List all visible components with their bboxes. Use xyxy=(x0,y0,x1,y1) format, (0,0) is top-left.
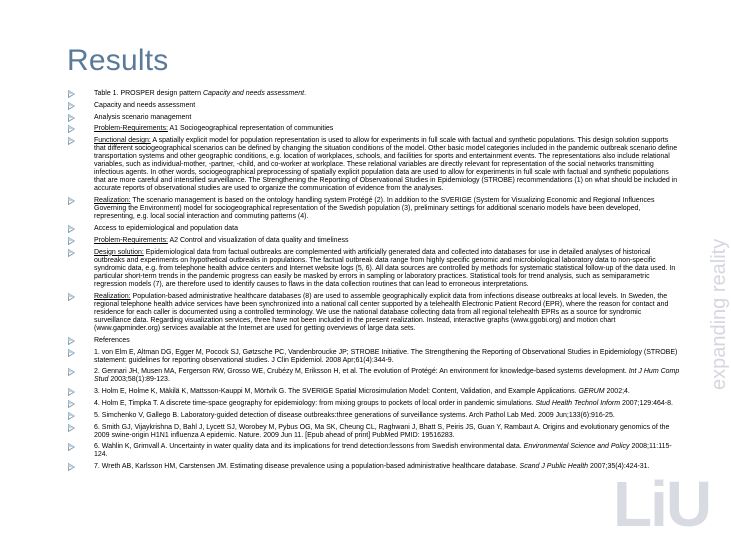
page-title: Results xyxy=(67,44,169,77)
item-lead: Problem-Requirements: xyxy=(94,125,168,133)
item-tail: 2008;11:115-124. xyxy=(94,443,672,459)
chevron-right-icon xyxy=(68,388,75,396)
chevron-right-icon xyxy=(68,412,75,420)
item-text: Access to epidemiological and population data xyxy=(94,225,238,233)
chevron-right-icon xyxy=(68,137,75,145)
item-text: A spatially explicit model for population representation is used to allow for experiments in full scale with factual and synthetic populations. This design solution supports that different sociogeographical scenarios can be defined by changing the situation conditions of the model. Other basic model categories included in the pandemic outbreak scenario define transportation systems and other geographic conditions, e.g. location of workplaces, schools, and facilities for sports and entertainment events. The representations also include relational variables, such as individual-mother, -partner, -child, and co-worker at workplace. These relational variables are directly relevant for representation of the social networks transmitting infectious agents. In other words, sociogeographical preprocessing of spatially explicit population data are used to allow for experiments in full scale with factual and synthetic populations that are more careful and intensified surveillance. The Strengthening the Reporting of Observational Studies in Epidemiology (STROBE) recommendations (1) on what should be included in accurate reports of observational studies are used to organize the communication of evidence from the analyses. xyxy=(94,137,678,193)
list-item xyxy=(68,368,680,384)
item-tail: 2007;129:464-8. xyxy=(620,400,673,407)
chevron-right-icon xyxy=(68,114,75,122)
list-item xyxy=(68,137,680,193)
results-list xyxy=(68,90,680,475)
list-item xyxy=(68,337,680,345)
item-text: 6. Smith GJ, Vijaykrishna D, Bahl J, Lycett SJ, Worobey M, Pybus OG, Ma SK, Cheung CL, Raghwani J, Bhatt S, Peiris JS, Guan Y, Rambaut A. Origins and evolutionary genomics of the 2009 swine-origin H1N1 influenza A epidemic. Nature. 2009 Jun 11. [Epub ahead of print] PubMed PMID: 19516283. xyxy=(94,423,670,439)
item-tail: 2007;35(4):424-31. xyxy=(588,463,650,471)
item-lead: Realization: xyxy=(94,197,131,205)
item-text: 7. Wreth AB, Karlsson HM, Carstensen JM. Estimating disease prevalence using a population-based administrative healthcare database. xyxy=(94,463,520,471)
chevron-right-icon xyxy=(68,368,75,376)
item-text: Analysis scenario management xyxy=(94,113,192,121)
chevron-right-icon xyxy=(68,102,75,110)
list-item xyxy=(68,349,680,365)
item-text: 1. von Elm E, Altman DG, Egger M, Pocock SJ, Gøtzsche PC, Vandenbroucke JP; STROBE Initiative. The Strengthening the Reporting of Observational Studies in Epidemiology (STROBE) statement: guidelines for reporting observational studies. J Clin Epidemiol. 2008 Apr;61(4):344-9. xyxy=(94,348,678,364)
item-italic: Stud Health Technol Inform xyxy=(535,400,621,407)
list-item xyxy=(68,463,680,471)
chevron-right-icon xyxy=(68,400,75,408)
chevron-right-icon xyxy=(68,443,75,451)
list-item xyxy=(68,125,680,133)
list-item xyxy=(68,237,680,245)
item-italic: Environmental Science and Policy xyxy=(523,443,630,451)
item-text: 2. Gennari JH, Musen MA, Fergerson RW, Grosso WE, Crubézy M, Eriksson H, et al. The evolution of Protégé: An environment for knowledge-based systems development. xyxy=(94,368,629,376)
item-tail: 2002;4. xyxy=(604,388,630,396)
list-item xyxy=(68,293,680,333)
list-item xyxy=(68,412,680,420)
chevron-right-icon xyxy=(68,249,75,257)
chevron-right-icon xyxy=(68,424,75,432)
list-item xyxy=(68,388,680,396)
item-tail: 2003;58(1):89-123. xyxy=(108,376,170,384)
item-lead: Functional design: xyxy=(94,137,151,145)
chevron-right-icon xyxy=(68,197,75,205)
list-item xyxy=(68,102,680,110)
item-text: Table 1. PROSPER design pattern xyxy=(94,90,203,97)
item-text: 6. Wahlin K, Grimvall A. Uncertainty in water quality data and its implications for trend detection:lessons from Swedish environmental data. xyxy=(94,443,524,451)
chevron-right-icon xyxy=(68,225,75,233)
list-item xyxy=(68,443,680,459)
chevron-right-icon xyxy=(68,349,75,357)
chevron-right-icon xyxy=(68,125,75,133)
chevron-right-icon xyxy=(68,293,75,301)
list-item xyxy=(68,114,680,122)
list-item xyxy=(68,249,680,289)
list-item xyxy=(68,90,680,98)
item-italic: Scand J Public Health xyxy=(519,463,589,471)
list-item xyxy=(68,197,680,221)
item-tail: . xyxy=(304,90,307,97)
list-item xyxy=(68,424,680,440)
item-text: 4. Holm E, Timpka T. A discrete time-space geography for epidemiology: from mixing groups to pockets of local order in pandemic simulations. xyxy=(94,400,536,407)
chevron-right-icon xyxy=(68,337,75,345)
liu-logo: LiU xyxy=(613,468,711,540)
item-text: Population-based administrative healthcare databases (8) are used to assemble geographically explicit data from infections disease outbreaks at local levels. In Sweden, the regional telephone health advice services have been synchronized into a national call center supported by a telehealth Electronic Patient Record (EPR), where the reason for contact and residence for each caller is documented using a controlled terminology. We use the national database collecting data from all regional telehealth EPRs as a source for syndromic surveillance data. Regarding visualization services, three have not been included in the present realization. Instead, interactive graphs (www.ggobi.org) and motion chart (www.gapminder.org) services available at the Internet are used for getting overviews of large data sets. xyxy=(94,292,669,332)
item-text: 3. Holm E, Holme K, Mäkilä K, Mattsson-Kauppi M, Mörtvik G. The SVERIGE Spatial Microsimulation Model: Content, Validation, and Example Applications. xyxy=(94,388,579,396)
item-lead: Problem-Requirements: xyxy=(94,236,168,244)
item-text: Epidemiological data from factual outbreaks are complemented with artificially generated data and collected into databases for use in detailed analyses of historical outbreaks and experiments on hypothetical outbreaks in populations. The factual outbreak data range from highly specific genomic and microbiological laboratory data to non-specific syndromic data, e.g. from telephone health advice centers and Internet website logs (5, 6). All data sources are controlled by methods for systematic statistical follow-up of the data used. In particular short-term trends in the pandemic progress can easily be masked by errors in sampling or laboratory practices. Statistical tools for trend analysis, such as semiparametric regression models (7), are therefore used to identify causes to flaws in the data collection routines that can lead to erroneous interpretations. xyxy=(94,248,676,288)
item-italic: Capacity and needs assessment xyxy=(202,90,305,97)
item-text: 5. Simchenko V, Gallego B. Laboratory-guided detection of disease outbreaks:three generations of surveillance systems. Arch Pathol Lab Med. 2009 Jun;133(6):916-25. xyxy=(94,411,615,419)
list-item xyxy=(68,225,680,233)
item-text: Capacity and needs assessment xyxy=(94,101,196,109)
item-italic: Int J Hum Comp Stud xyxy=(94,368,680,384)
item-text: A1 Sociogeographical representation of communities xyxy=(167,125,334,133)
chevron-right-icon xyxy=(68,90,75,98)
item-lead: Realization: xyxy=(94,292,131,300)
list-item xyxy=(68,400,680,408)
item-italic: GERUM xyxy=(578,388,605,396)
item-lead: Design solution: xyxy=(94,248,144,256)
item-text: A2 Control and visualization of data quality and timeliness xyxy=(167,236,349,244)
item-text: The scenario management is based on the ontology handling system Protégé (2). In addition to the SVERIGE (System for Visualizing Economic and Regional Influences Governing the Environment) model for sociogeographical representation of the Swedish population (3), preliminary settings for additional scenario models have been developed, representing, e.g. local social interaction and commuting patterns (4). xyxy=(94,197,655,221)
item-text: References xyxy=(94,336,130,344)
chevron-right-icon xyxy=(68,463,75,471)
chevron-right-icon xyxy=(68,237,75,245)
